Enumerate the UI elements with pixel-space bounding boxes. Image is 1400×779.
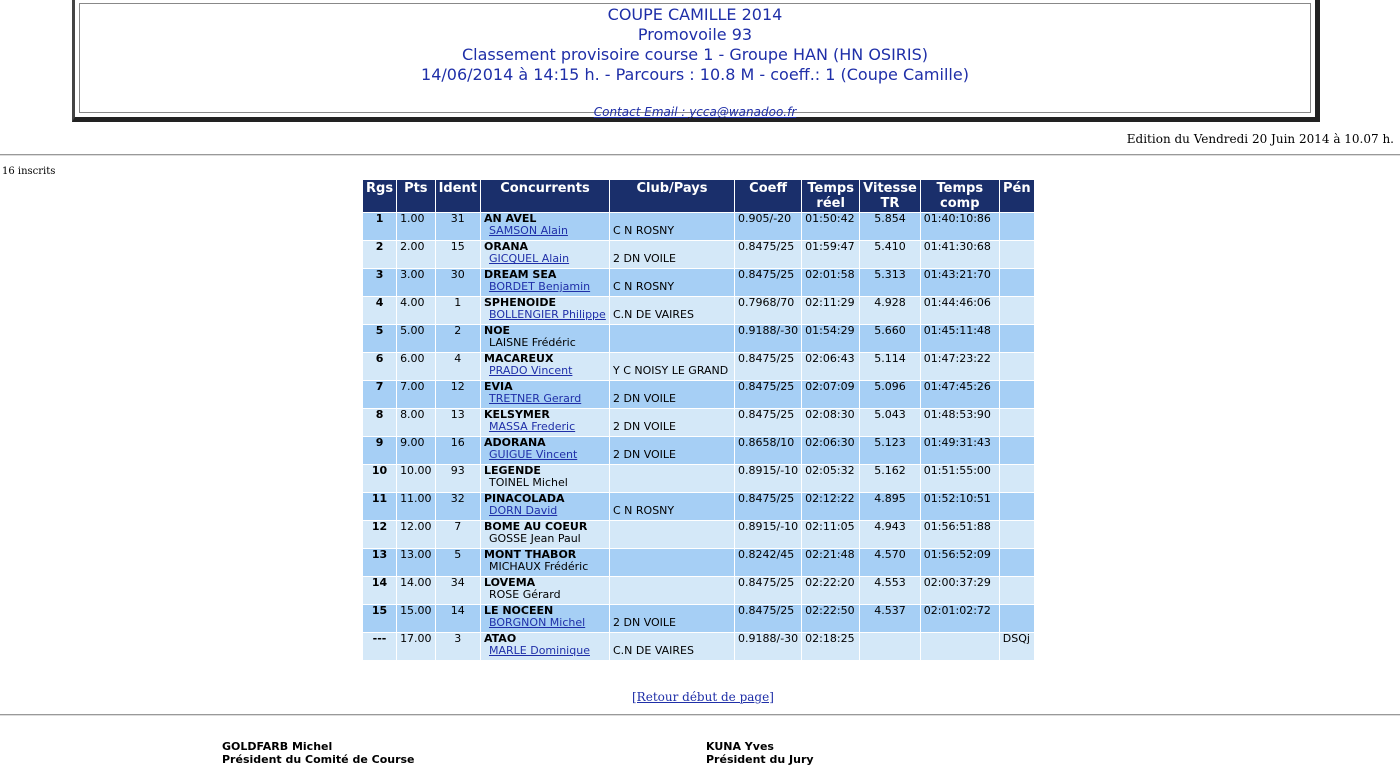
cell-vitesse: 5.162 — [860, 465, 921, 493]
table-row — [363, 437, 1035, 465]
skipper-name: TOINEL Michel — [489, 476, 568, 489]
cell-penalty — [999, 521, 1034, 549]
cell-penalty — [999, 493, 1034, 521]
cell-vitesse: 4.928 — [860, 297, 921, 325]
table-row — [363, 297, 1035, 325]
club-name: C N ROSNY — [613, 504, 675, 517]
cell-ident: 14 — [435, 605, 480, 633]
boat-name: SPHENOIDE — [484, 296, 556, 309]
cell-rank: 3 — [363, 269, 397, 297]
cell-points: 11.00 — [397, 493, 436, 521]
cell-ident: 4 — [435, 353, 480, 381]
cell-ident: 16 — [435, 437, 480, 465]
club-name: 2 DN VOILE — [613, 448, 677, 461]
cell-temps-reel: 02:22:20 — [802, 577, 860, 605]
skipper-name-link[interactable]: BOLLENGIER Philippe — [489, 308, 606, 321]
table-row — [363, 605, 1035, 633]
cell-rank: 13 — [363, 549, 397, 577]
cell-ident: 30 — [435, 269, 480, 297]
cell-vitesse: 5.410 — [860, 241, 921, 269]
cell-vitesse: 4.570 — [860, 549, 921, 577]
cell-coeff: 0.7968/70 — [735, 297, 802, 325]
cell-temps-reel: 02:06:43 — [802, 353, 860, 381]
cell-vitesse: 5.854 — [860, 213, 921, 241]
cell-temps-reel: 02:08:30 — [802, 409, 860, 437]
cell-coeff: 0.8475/25 — [735, 409, 802, 437]
skipper-name-link[interactable]: BORDET Benjamin — [489, 280, 591, 293]
skipper-name-link[interactable]: DORN David — [489, 504, 558, 517]
cell-temps-reel: 02:07:09 — [802, 381, 860, 409]
edition-date: Edition du Vendredi 20 Juin 2014 à 10.07 h. — [1126, 132, 1394, 146]
boat-name: DREAM SEA — [484, 268, 557, 281]
cell-coeff: 0.8475/25 — [735, 577, 802, 605]
cell-vitesse: 5.096 — [860, 381, 921, 409]
boat-name: EVIA — [484, 380, 513, 393]
cell-penalty — [999, 577, 1034, 605]
signature-jury — [706, 740, 814, 766]
cell-temps-comp: 01:45:11:48 — [920, 325, 999, 353]
cell-vitesse: 4.943 — [860, 521, 921, 549]
cell-temps-comp: 01:56:52:09 — [920, 549, 999, 577]
header-club: Club/Pays — [610, 180, 735, 213]
event-title: COUPE CAMILLE 2014 — [607, 5, 783, 24]
cell-club — [610, 353, 735, 381]
boat-name: LOVEMA — [484, 576, 536, 589]
table-row — [363, 521, 1035, 549]
cell-vitesse: 4.553 — [860, 577, 921, 605]
cell-ident: 1 — [435, 297, 480, 325]
ranking-title: Classement provisoire course 1 - Groupe HAN (HN OSIRIS) — [461, 45, 929, 64]
cell-concurrent — [481, 325, 610, 353]
cell-points: 14.00 — [397, 577, 436, 605]
table-header-row — [363, 180, 1035, 213]
header-box — [72, 0, 1320, 122]
boat-name: PINACOLADA — [484, 492, 565, 505]
club-name: C.N DE VAIRES — [613, 308, 694, 321]
cell-club — [610, 437, 735, 465]
cell-rank: 6 — [363, 353, 397, 381]
skipper-name-link[interactable]: MARLE Dominique — [489, 644, 590, 657]
registrants-count: 16 inscrits — [2, 166, 56, 177]
cell-rank: 1 — [363, 213, 397, 241]
cell-concurrent — [481, 465, 610, 493]
cell-coeff: 0.8475/25 — [735, 605, 802, 633]
cell-coeff: 0.8915/-10 — [735, 521, 802, 549]
signature-role: Président du Jury — [706, 753, 814, 766]
cell-rank: 9 — [363, 437, 397, 465]
club-name: C N ROSNY — [613, 224, 675, 237]
cell-points: 8.00 — [397, 409, 436, 437]
skipper-name: MICHAUX Frédéric — [489, 560, 589, 573]
cell-club — [610, 521, 735, 549]
cell-temps-comp: 01:47:23:22 — [920, 353, 999, 381]
cell-ident: 13 — [435, 409, 480, 437]
cell-rank: 5 — [363, 325, 397, 353]
header-inner-border — [79, 3, 1311, 113]
cell-points: 3.00 — [397, 269, 436, 297]
cell-vitesse: 5.123 — [860, 437, 921, 465]
skipper-name-link[interactable]: TRETNER Gerard — [489, 392, 582, 405]
cell-points: 6.00 — [397, 353, 436, 381]
cell-club — [610, 549, 735, 577]
club-name: 2 DN VOILE — [613, 420, 677, 433]
signature-name: GOLDFARB Michel — [222, 740, 333, 753]
boat-name: MACAREUX — [484, 352, 554, 365]
skipper-name: GOSSE Jean Paul — [489, 532, 581, 545]
cell-temps-comp: 01:40:10:86 — [920, 213, 999, 241]
cell-ident: 32 — [435, 493, 480, 521]
cell-points: 12.00 — [397, 521, 436, 549]
cell-vitesse: 4.537 — [860, 605, 921, 633]
cell-penalty — [999, 465, 1034, 493]
skipper-name-link[interactable]: MASSA Frederic — [489, 420, 576, 433]
cell-rank: 15 — [363, 605, 397, 633]
club-name: Y C NOISY LE GRAND — [613, 364, 729, 377]
race-details: 14/06/2014 à 14:15 h. - Parcours : 10.8 M - coeff.: 1 (Coupe Camille) — [421, 65, 969, 84]
signature-race-committee — [222, 740, 415, 766]
cell-ident: 15 — [435, 241, 480, 269]
cell-temps-comp: 01:49:31:43 — [920, 437, 999, 465]
cell-points: 13.00 — [397, 549, 436, 577]
cell-coeff: 0.8475/25 — [735, 493, 802, 521]
skipper-name-link[interactable]: BORGNON Michel — [489, 616, 586, 629]
cell-temps-reel: 02:11:29 — [802, 297, 860, 325]
cell-ident: 3 — [435, 633, 480, 661]
cell-temps-comp: 01:44:46:06 — [920, 297, 999, 325]
header-pen: Pén — [999, 180, 1034, 213]
cell-coeff: 0.8475/25 — [735, 241, 802, 269]
signature-name: KUNA Yves — [706, 740, 774, 753]
cell-points: 1.00 — [397, 213, 436, 241]
cell-penalty — [999, 605, 1034, 633]
boat-name: LEGENDE — [484, 464, 541, 477]
cell-temps-reel: 01:59:47 — [802, 241, 860, 269]
boat-name: KELSYMER — [484, 408, 550, 421]
cell-coeff: 0.9188/-30 — [735, 633, 802, 661]
header-vitesse: Vitesse TR — [860, 180, 921, 213]
header-pts: Pts — [397, 180, 436, 213]
cell-club — [610, 241, 735, 269]
divider-bottom — [0, 714, 1400, 716]
cell-ident: 5 — [435, 549, 480, 577]
table-row — [363, 465, 1035, 493]
cell-club — [610, 633, 735, 661]
club-name: 2 DN VOILE — [613, 616, 677, 629]
cell-points: 9.00 — [397, 437, 436, 465]
cell-temps-reel: 02:06:30 — [802, 437, 860, 465]
cell-rank: --- — [363, 633, 397, 661]
cell-concurrent — [481, 633, 610, 661]
cell-points: 10.00 — [397, 465, 436, 493]
table-row — [363, 493, 1035, 521]
cell-penalty: DSQj — [999, 633, 1034, 661]
cell-club — [610, 297, 735, 325]
cell-concurrent — [481, 577, 610, 605]
cell-concurrent — [481, 241, 610, 269]
cell-concurrent — [481, 521, 610, 549]
table-row — [363, 213, 1035, 241]
cell-ident: 2 — [435, 325, 480, 353]
cell-concurrent — [481, 549, 610, 577]
results-body — [363, 213, 1035, 661]
cell-rank: 10 — [363, 465, 397, 493]
club-name: 2 DN VOILE — [613, 392, 677, 405]
cell-rank: 11 — [363, 493, 397, 521]
cell-coeff: 0.905/-20 — [735, 213, 802, 241]
cell-coeff: 0.8475/25 — [735, 269, 802, 297]
skipper-name-link[interactable]: GICQUEL Alain — [489, 252, 570, 265]
boat-name: LE NOCEEN — [484, 604, 554, 617]
cell-ident: 31 — [435, 213, 480, 241]
table-row — [363, 241, 1035, 269]
cell-concurrent — [481, 605, 610, 633]
cell-ident: 12 — [435, 381, 480, 409]
table-row — [363, 549, 1035, 577]
cell-temps-reel: 02:21:48 — [802, 549, 860, 577]
table-row — [363, 577, 1035, 605]
cell-club — [610, 381, 735, 409]
cell-concurrent — [481, 353, 610, 381]
cell-points: 17.00 — [397, 633, 436, 661]
cell-temps-comp: 01:48:53:90 — [920, 409, 999, 437]
signature-role: Président du Comité de Course — [222, 753, 415, 766]
cell-temps-comp: 02:00:37:29 — [920, 577, 999, 605]
cell-concurrent — [481, 381, 610, 409]
cell-concurrent — [481, 269, 610, 297]
back-to-top-link[interactable]: [Retour début de page] — [632, 690, 774, 704]
cell-rank: 14 — [363, 577, 397, 605]
cell-ident: 7 — [435, 521, 480, 549]
header-concurrents: Concurrents — [481, 180, 610, 213]
boat-name: NOE — [484, 324, 511, 337]
results-table — [362, 179, 1035, 661]
table-row — [363, 353, 1035, 381]
cell-coeff: 0.8475/25 — [735, 353, 802, 381]
cell-penalty — [999, 325, 1034, 353]
divider-top — [0, 154, 1400, 156]
cell-penalty — [999, 409, 1034, 437]
cell-points: 4.00 — [397, 297, 436, 325]
cell-club — [610, 605, 735, 633]
cell-points: 7.00 — [397, 381, 436, 409]
table-row — [363, 269, 1035, 297]
cell-temps-comp: 01:52:10:51 — [920, 493, 999, 521]
cell-coeff: 0.8915/-10 — [735, 465, 802, 493]
cell-temps-reel: 01:54:29 — [802, 325, 860, 353]
cell-penalty — [999, 437, 1034, 465]
skipper-name-link[interactable]: GUIGUE Vincent — [489, 448, 578, 461]
header-coeff: Coeff — [735, 180, 802, 213]
boat-name: ATAO — [484, 632, 517, 645]
cell-temps-reel: 01:50:42 — [802, 213, 860, 241]
cell-temps-comp: 01:51:55:00 — [920, 465, 999, 493]
club-name: C.N DE VAIRES — [613, 644, 694, 657]
organizer: Promovoile 93 — [637, 25, 753, 44]
cell-club — [610, 409, 735, 437]
table-row — [363, 325, 1035, 353]
cell-penalty — [999, 297, 1034, 325]
skipper-name-link[interactable]: SAMSON Alain — [489, 224, 568, 237]
cell-points: 2.00 — [397, 241, 436, 269]
cell-temps-reel: 02:22:50 — [802, 605, 860, 633]
cell-penalty — [999, 549, 1034, 577]
cell-vitesse: 4.895 — [860, 493, 921, 521]
cell-concurrent — [481, 437, 610, 465]
cell-rank: 2 — [363, 241, 397, 269]
cell-rank: 7 — [363, 381, 397, 409]
header-temps-reel: Temps réel — [802, 180, 860, 213]
cell-temps-reel: 02:12:22 — [802, 493, 860, 521]
table-row — [363, 381, 1035, 409]
cell-points: 15.00 — [397, 605, 436, 633]
cell-temps-reel: 02:05:32 — [802, 465, 860, 493]
contact-email-link[interactable]: Contact Email : ycca@wanadoo.fr — [593, 105, 797, 119]
cell-concurrent — [481, 213, 610, 241]
cell-temps-comp: 01:41:30:68 — [920, 241, 999, 269]
header-temps-comp: Temps comp — [920, 180, 999, 213]
cell-club — [610, 493, 735, 521]
cell-coeff: 0.8658/10 — [735, 437, 802, 465]
skipper-name: LAISNE Frédéric — [489, 336, 576, 349]
cell-concurrent — [481, 409, 610, 437]
cell-penalty — [999, 269, 1034, 297]
cell-coeff: 0.9188/-30 — [735, 325, 802, 353]
cell-vitesse: 5.043 — [860, 409, 921, 437]
cell-vitesse — [860, 633, 921, 661]
cell-rank: 4 — [363, 297, 397, 325]
cell-points: 5.00 — [397, 325, 436, 353]
cell-ident: 93 — [435, 465, 480, 493]
cell-ident: 34 — [435, 577, 480, 605]
cell-coeff: 0.8242/45 — [735, 549, 802, 577]
cell-club — [610, 577, 735, 605]
cell-temps-reel: 02:11:05 — [802, 521, 860, 549]
cell-concurrent — [481, 297, 610, 325]
boat-name: BOME AU COEUR — [484, 520, 588, 533]
cell-club — [610, 325, 735, 353]
cell-penalty — [999, 213, 1034, 241]
boat-name: MONT THABOR — [484, 548, 577, 561]
skipper-name: ROSE Gérard — [489, 588, 561, 601]
cell-temps-comp: 01:56:51:88 — [920, 521, 999, 549]
table-row — [363, 409, 1035, 437]
cell-club — [610, 465, 735, 493]
cell-temps-reel: 02:01:58 — [802, 269, 860, 297]
boat-name: AN AVEL — [484, 212, 537, 225]
table-row — [363, 633, 1035, 661]
cell-penalty — [999, 381, 1034, 409]
cell-club — [610, 269, 735, 297]
header-rgs: Rgs — [363, 180, 397, 213]
skipper-name-link[interactable]: PRADO Vincent — [489, 364, 573, 377]
cell-temps-comp: 01:47:45:26 — [920, 381, 999, 409]
club-name: 2 DN VOILE — [613, 252, 677, 265]
club-name: C N ROSNY — [613, 280, 675, 293]
boat-name: ORANA — [484, 240, 529, 253]
boat-name: ADORANA — [484, 436, 546, 449]
header-ident: Ident — [435, 180, 480, 213]
cell-concurrent — [481, 493, 610, 521]
cell-vitesse: 5.114 — [860, 353, 921, 381]
cell-temps-comp — [920, 633, 999, 661]
cell-penalty — [999, 241, 1034, 269]
cell-temps-comp: 01:43:21:70 — [920, 269, 999, 297]
cell-temps-reel: 02:18:25 — [802, 633, 860, 661]
cell-temps-comp: 02:01:02:72 — [920, 605, 999, 633]
cell-vitesse: 5.313 — [860, 269, 921, 297]
cell-vitesse: 5.660 — [860, 325, 921, 353]
cell-penalty — [999, 353, 1034, 381]
cell-coeff: 0.8475/25 — [735, 381, 802, 409]
cell-rank: 8 — [363, 409, 397, 437]
cell-rank: 12 — [363, 521, 397, 549]
cell-club — [610, 213, 735, 241]
